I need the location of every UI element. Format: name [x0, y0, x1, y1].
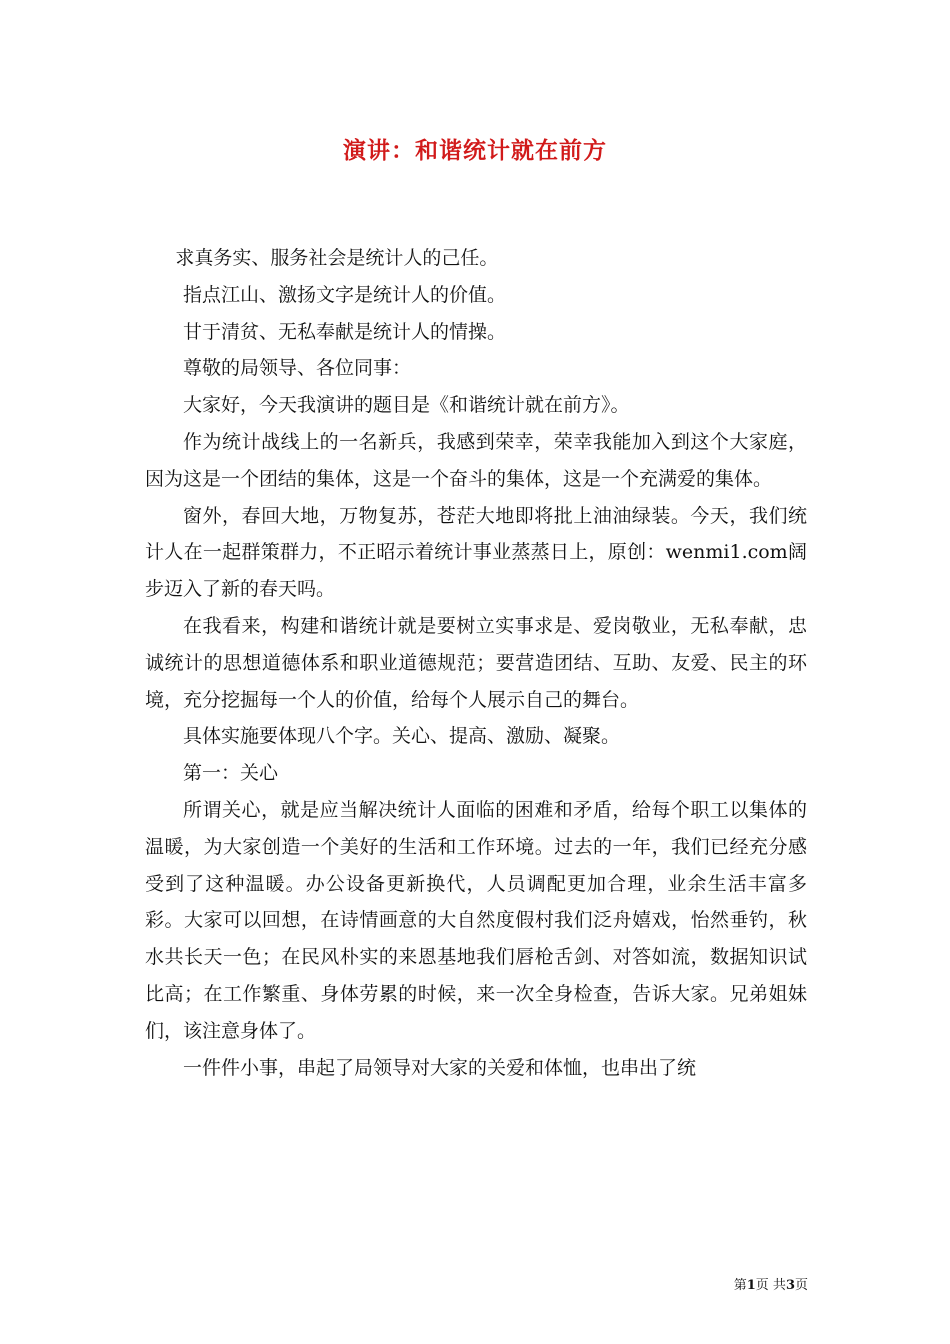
paragraph-8: 在我看来，构建和谐统计就是要树立实事求是、爱岗敬业，无私奉献，忠诚统计的思想道德体系和职业道德规范；要营造团结、互助、友爱、民主的环境，充分挖掘每一个人的价值，给每个人展示自己的舞台。	[145, 614, 807, 711]
paragraph-9: 具体实施要体现八个字。关心、提高、激励、凝聚。	[183, 725, 621, 748]
footer-total-pages: 3	[785, 1278, 795, 1293]
paragraph-2: 指点江山、激扬文字是统计人的价值。	[183, 283, 507, 306]
footer-current-page: 1	[746, 1278, 756, 1293]
footer-suffix: 页	[794, 1278, 808, 1293]
footer-prefix: 第	[733, 1278, 747, 1293]
paragraph-11: 所谓关心，就是应当解决统计人面临的困难和矛盾，给每个职工以集体的温暖，为大家创造一个美好的生活和工作环境。过去的一年，我们已经充分感受到了这种温暖。办公设备更新换代，人员调配更加合理，业余生活丰富多彩。大家可以回想，在诗情画意的大自然度假村我们泛舟嬉戏，怡然垂钓，秋水共长天一色；在民风朴实的来恩基地我们唇枪舌剑、对答如流，数据知识试比高；在工作繁重、身体劳累的时候，来一次全身检查，告诉大家。兄弟姐妹们，该注意身体了。	[145, 798, 807, 1042]
paragraph-6: 作为统计战线上的一名新兵，我感到荣幸，荣幸我能加入到这个大家庭，因为这是一个团结的集体，这是一个奋斗的集体，这是一个充满爱的集体。	[145, 430, 807, 490]
paragraph-1: 求真务实、服务社会是统计人的己任。	[175, 247, 499, 269]
paragraph-12: 一件件小事，串起了局领导对大家的关爱和体恤，也串出了统	[183, 1056, 697, 1079]
page-number-footer	[734, 1278, 808, 1294]
paragraph-10: 第一：关心	[183, 762, 279, 785]
footer-middle: 页 共	[755, 1278, 786, 1293]
paragraph-3: 甘于清贫、无私奉献是统计人的情操。	[183, 320, 507, 343]
paragraph-7: 窗外，春回大地，万物复苏，苍茫大地即将批上油油绿装。今天，我们统计人在一起群策群力，不正昭示着统计事业蒸蒸日上，原创：wenmi1.com阔步迈入了新的春天吗。	[145, 504, 807, 601]
document-body	[145, 240, 807, 1086]
document-title: 演讲：和谐统计就在前方	[343, 137, 607, 164]
paragraph-5: 大家好，今天我演讲的题目是《和谐统计就在前方》。	[183, 394, 630, 417]
paragraph-4: 尊敬的局领导、各位同事：	[183, 357, 412, 380]
